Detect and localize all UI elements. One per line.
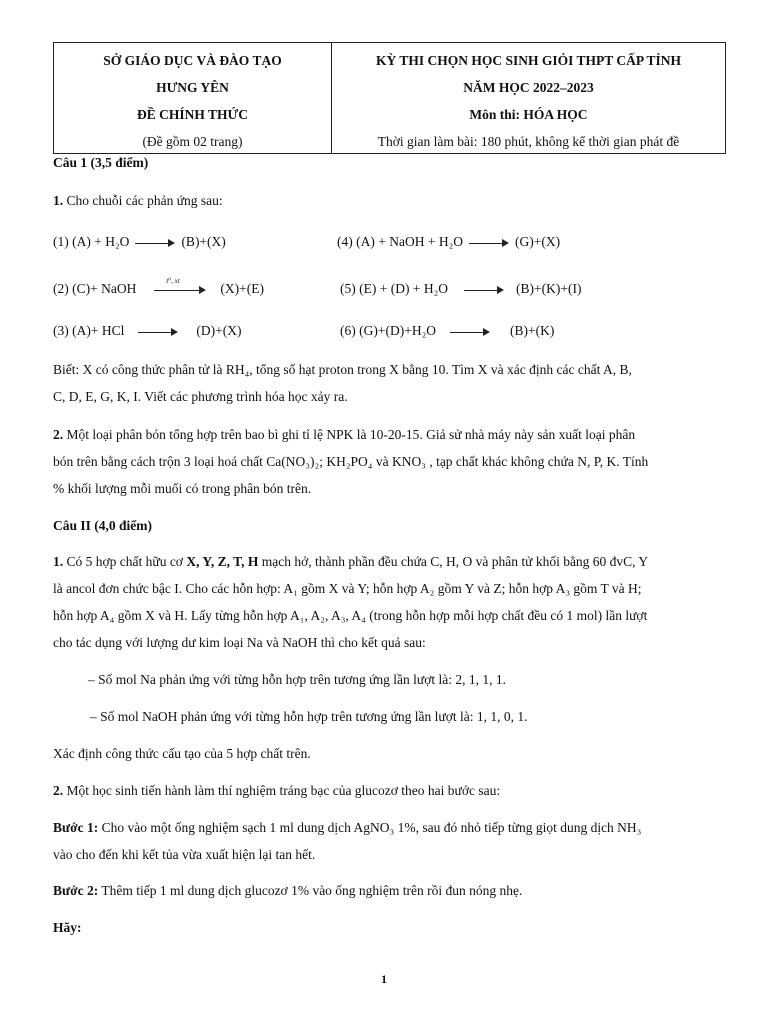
step-1-line-2: vào cho đến khi kết tủa vừa xuất hiện lại tan hết. — [53, 847, 316, 862]
q1-given-line-2: C, D, E, G, K, I. Viết các phương trình hóa học xảy ra. — [53, 389, 348, 404]
reaction-rhs: (B)+(K) — [510, 323, 555, 338]
question-1-title: Câu 1 (3,5 điểm) — [53, 155, 149, 170]
reaction-3 — [53, 323, 241, 339]
q1-part2-line-1 — [53, 426, 635, 444]
province-name: HƯNG YÊN — [156, 80, 229, 95]
step-2-label: Bước 2: — [53, 883, 99, 898]
q1-part2-line-2: bón trên bằng cách trộn 3 loại hoá chất Ca(NO₃)₂; KH₂PO₄ và KNO₃ , tạp chất khác không chứa N, P, K. Tính — [53, 454, 649, 469]
q2-part1-text-c: mạch hở, thành phần đều chứa C, H, O và phân tử khối bằng 60 đvC, Y — [258, 554, 649, 569]
exam-header-table — [53, 42, 726, 154]
q2-part1-line-1 — [53, 553, 648, 571]
reaction-rhs: (B)+(K)+(I) — [516, 281, 582, 296]
q2-part1-task: Xác định công thức cấu tạo của 5 hợp chất trên. — [53, 746, 311, 761]
reaction-lhs: (6) (G)+(D)+H₂O — [340, 323, 437, 338]
step-2-text: Thêm tiếp 1 ml dung dịch glucozơ 1% vào ống nghiệm trên rồi đun nóng nhẹ. — [101, 883, 523, 898]
arrow-icon — [469, 238, 509, 248]
reaction-4 — [337, 234, 560, 250]
q1-part2-text: Một loại phân bón tổng hợp trên bao bì ghi tỉ lệ NPK là 10-20-15. Giả sử nhà máy này sản xuất loại phân — [66, 427, 636, 442]
q1-part1-number: 1. — [53, 193, 64, 208]
reaction-rhs: (B)+(X) — [181, 234, 226, 249]
reaction-lhs: (3) (A)+ HCl — [53, 323, 125, 338]
naoh-result-item: – Số mol NaOH phản ứng với từng hỗn hợp trên tương ứng lần lượt là: 1, 1, 0, 1. — [90, 709, 528, 724]
compound-list: X, Y, Z, T, H — [186, 554, 259, 569]
q1-part2-line-3: % khối lượng mỗi muối có trong phân bón trên. — [53, 481, 312, 496]
header-right-cell — [332, 43, 725, 153]
q1-part1-text: Cho chuỗi các phản ứng sau: — [66, 193, 223, 208]
reaction-lhs: (1) (A) + H₂O — [53, 234, 130, 249]
reaction-lhs: (4) (A) + NaOH + H₂O — [337, 234, 464, 249]
step-1-text: Cho vào một ống nghiệm sạch 1 ml dung dịch AgNO₃ 1%, sau đó nhỏ tiếp từng giọt dung dịch NH₃ — [101, 820, 642, 835]
q2-part1-text-a: Có 5 hợp chất hữu cơ — [66, 554, 187, 569]
step-2-line — [53, 882, 522, 900]
reaction-rhs: (X)+(E) — [220, 281, 264, 296]
arrow-icon — [154, 276, 206, 295]
page-number: 1 — [381, 972, 387, 986]
department-name: SỞ GIÁO DỤC VÀ ĐÀO TẠO — [103, 53, 282, 68]
q1-part1-intro — [53, 192, 223, 210]
reaction-lhs: (2) (C)+ NaOH — [53, 281, 137, 296]
time-limit: Thời gian làm bài: 180 phút, không kể thời gian phát đề — [377, 134, 680, 149]
reaction-6 — [340, 323, 554, 339]
question-2-title: Câu II (4,0 điểm) — [53, 518, 153, 533]
hay-label: Hãy: — [53, 920, 82, 935]
q2-part2-intro — [53, 782, 500, 800]
reaction-rhs: (G)+(X) — [515, 234, 561, 249]
page-count-note: (Đề gồm 02 trang) — [142, 134, 243, 149]
step-1-line-1 — [53, 819, 641, 837]
step-1-label: Bước 1: — [53, 820, 99, 835]
arrow-icon — [135, 238, 175, 248]
school-year: NĂM HỌC 2022–2023 — [463, 80, 594, 95]
arrow-icon — [464, 285, 504, 295]
official-exam-label: ĐỀ CHÍNH THỨC — [136, 107, 248, 122]
q2-part1-line-4: cho tác dụng với lượng dư kim loại Na và NaOH thì cho kết quả sau: — [53, 635, 426, 650]
q2-part1-number: 1. — [53, 554, 64, 569]
exam-name: KỲ THI CHỌN HỌC SINH GIỎI THPT CẤP TỈNH — [375, 53, 682, 68]
reaction-rhs: (D)+(X) — [196, 323, 242, 338]
reaction-lhs: (5) (E) + (D) + H₂O — [340, 281, 449, 296]
reaction-2 — [53, 276, 264, 297]
na-result-item: – Số mol Na phản ứng với từng hỗn hợp trên tương ứng lần lượt là: 2, 1, 1, 1. — [88, 672, 506, 687]
q1-given-line-1: Biết: X có công thức phân tử là RH₄, tổng số hạt proton trong X bằng 10. Tìm X và xác định các chất A, B, — [53, 362, 632, 377]
reaction-1 — [53, 234, 226, 250]
arrow-icon — [450, 327, 490, 337]
header-left-cell — [54, 43, 332, 153]
q2-part2-number: 2. — [53, 783, 64, 798]
reaction-5 — [340, 281, 581, 297]
subject: Môn thi: HÓA HỌC — [469, 107, 588, 122]
reaction-condition: t⁰, xt — [166, 276, 180, 285]
q2-part1-line-2: là ancol đơn chức bậc I. Cho các hỗn hợp: A₁ gồm X và Y; hỗn hợp A₂ gồm Y và Z; hỗn hợp A₃ gồm T và H; — [53, 581, 642, 596]
q2-part2-text: Một học sinh tiến hành làm thí nghiệm tráng bạc của glucozơ theo hai bước sau: — [66, 783, 501, 798]
q1-part2-number: 2. — [53, 427, 64, 442]
arrow-icon — [138, 327, 178, 337]
q2-part1-line-3: hỗn hợp A₄ gồm X và H. Lấy từng hỗn hợp A₁, A₂, A₃, A₄ (trong hỗn hợp mỗi hợp chất đều có 1 mol) lần lượt — [53, 608, 648, 623]
